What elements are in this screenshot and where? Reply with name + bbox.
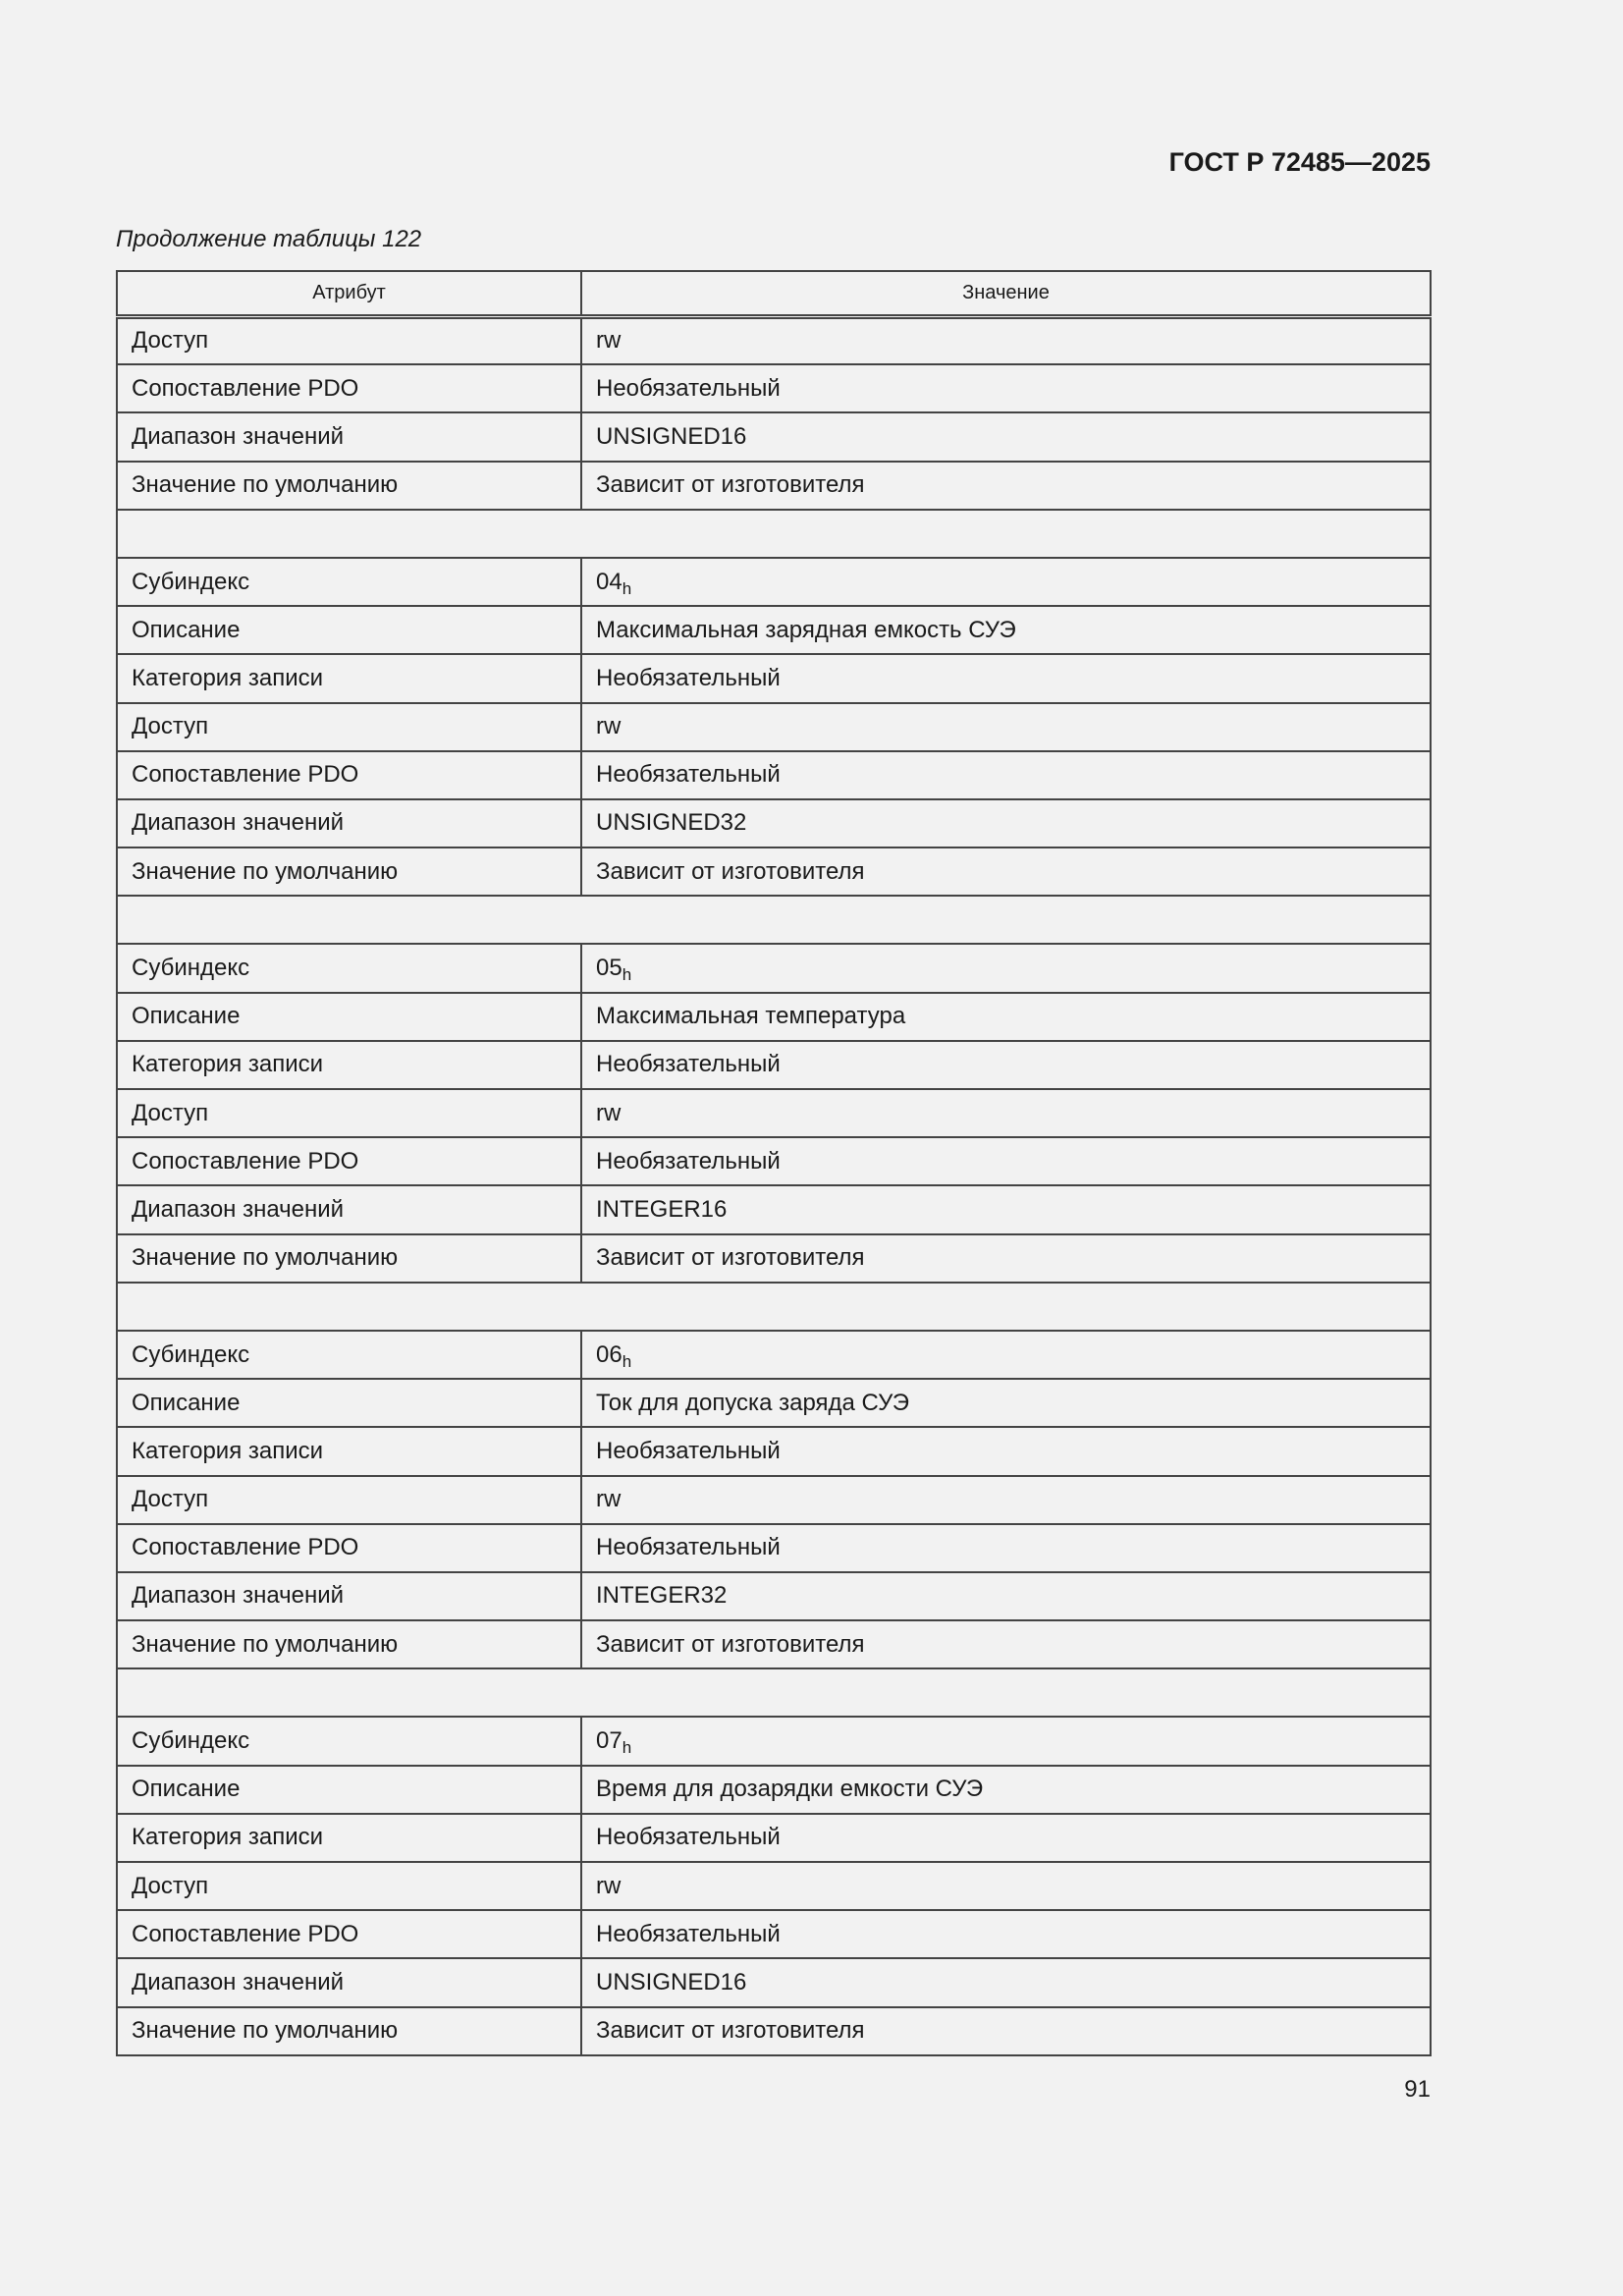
attribute-cell: Значение по умолчанию bbox=[117, 1620, 581, 1668]
table-row bbox=[117, 1476, 1431, 1524]
value-text: Ток для допуска заряда СУЭ bbox=[596, 1389, 910, 1416]
attribute-cell: Субиндекс bbox=[117, 558, 581, 606]
value-text: Необязательный bbox=[596, 1147, 781, 1175]
value-text: Необязательный bbox=[596, 761, 781, 789]
group-separator-row bbox=[117, 1283, 1431, 1331]
group-separator-row bbox=[117, 1668, 1431, 1717]
attribute-cell: Диапазон значений bbox=[117, 1958, 581, 2006]
value-text: INTEGER32 bbox=[596, 1582, 728, 1610]
table-header-row bbox=[117, 271, 1431, 316]
table-row bbox=[117, 993, 1431, 1041]
attribute-cell: Значение по умолчанию bbox=[117, 2007, 581, 2055]
table-row bbox=[117, 412, 1431, 461]
value-text: rw bbox=[596, 1486, 622, 1513]
attribute-cell: Сопоставление PDO bbox=[117, 364, 581, 412]
attribute-cell: Сопоставление PDO bbox=[117, 1524, 581, 1572]
value-cell bbox=[581, 2007, 1431, 2055]
value-cell bbox=[581, 751, 1431, 799]
hex-suffix: h bbox=[622, 965, 632, 985]
value-cell bbox=[581, 606, 1431, 654]
attribute-cell: Диапазон значений bbox=[117, 799, 581, 847]
table-row bbox=[117, 1089, 1431, 1137]
table-row bbox=[117, 1814, 1431, 1862]
value-cell bbox=[581, 944, 1431, 992]
table-row bbox=[117, 1717, 1431, 1765]
value-text: Зависит от изготовителя bbox=[596, 1630, 865, 1658]
group-separator-cell bbox=[117, 896, 1431, 944]
value-text: 04 bbox=[596, 568, 622, 595]
value-cell bbox=[581, 558, 1431, 606]
value-text: 07 bbox=[596, 1727, 622, 1755]
table-row bbox=[117, 1041, 1431, 1089]
attribute-cell: Сопоставление PDO bbox=[117, 751, 581, 799]
value-text: rw bbox=[596, 327, 622, 355]
attribute-cell: Диапазон значений bbox=[117, 1572, 581, 1620]
group-separator-row bbox=[117, 896, 1431, 944]
value-cell bbox=[581, 1427, 1431, 1475]
attribute-cell: Описание bbox=[117, 606, 581, 654]
value-text: UNSIGNED16 bbox=[596, 1968, 747, 1995]
value-cell bbox=[581, 1766, 1431, 1814]
value-text: rw bbox=[596, 1872, 622, 1899]
attribute-cell: Описание bbox=[117, 993, 581, 1041]
table-row bbox=[117, 799, 1431, 847]
attribute-cell: Доступ bbox=[117, 1476, 581, 1524]
value-cell bbox=[581, 1524, 1431, 1572]
value-text: Необязательный bbox=[596, 664, 781, 691]
value-cell bbox=[581, 1185, 1431, 1233]
value-text: Необязательный bbox=[596, 1051, 781, 1078]
hex-suffix: h bbox=[622, 1351, 632, 1371]
value-cell bbox=[581, 1814, 1431, 1862]
value-text: Зависит от изготовителя bbox=[596, 471, 865, 499]
value-text: Максимальная зарядная емкость СУЭ bbox=[596, 616, 1016, 643]
table-row bbox=[117, 1234, 1431, 1283]
value-text: 05 bbox=[596, 955, 622, 982]
attribute-cell: Категория записи bbox=[117, 1814, 581, 1862]
value-cell bbox=[581, 799, 1431, 847]
attribute-cell: Категория записи bbox=[117, 1427, 581, 1475]
value-text: Необязательный bbox=[596, 1920, 781, 1947]
table-caption: Продолжение таблицы 122 bbox=[116, 226, 422, 252]
value-cell bbox=[581, 703, 1431, 751]
value-cell bbox=[581, 1620, 1431, 1668]
attribute-table bbox=[116, 270, 1432, 2056]
attribute-cell: Категория записи bbox=[117, 654, 581, 702]
table-row bbox=[117, 1910, 1431, 1958]
table-row bbox=[117, 703, 1431, 751]
value-cell bbox=[581, 654, 1431, 702]
value-cell bbox=[581, 364, 1431, 412]
attribute-cell: Описание bbox=[117, 1379, 581, 1427]
document-code: ГОСТ Р 72485—2025 bbox=[1168, 147, 1431, 177]
attribute-cell: Доступ bbox=[117, 316, 581, 364]
value-cell bbox=[581, 1862, 1431, 1910]
value-cell bbox=[581, 1910, 1431, 1958]
table-row bbox=[117, 1766, 1431, 1814]
table-row bbox=[117, 462, 1431, 510]
value-cell bbox=[581, 1089, 1431, 1137]
group-separator-cell bbox=[117, 1283, 1431, 1331]
value-cell bbox=[581, 1379, 1431, 1427]
value-cell bbox=[581, 993, 1431, 1041]
value-cell bbox=[581, 1572, 1431, 1620]
table-row bbox=[117, 1427, 1431, 1475]
attribute-cell: Сопоставление PDO bbox=[117, 1137, 581, 1185]
value-text: rw bbox=[596, 713, 622, 740]
table-row bbox=[117, 1620, 1431, 1668]
table-row bbox=[117, 1331, 1431, 1379]
table-row bbox=[117, 1524, 1431, 1572]
hex-suffix: h bbox=[622, 578, 632, 598]
value-cell bbox=[581, 1958, 1431, 2006]
attribute-cell: Значение по умолчанию bbox=[117, 847, 581, 896]
value-text: Необязательный bbox=[596, 374, 781, 402]
table-row bbox=[117, 1379, 1431, 1427]
table-row bbox=[117, 751, 1431, 799]
value-text: Зависит от изготовителя bbox=[596, 2017, 865, 2045]
value-text: UNSIGNED32 bbox=[596, 809, 747, 837]
attribute-cell: Субиндекс bbox=[117, 944, 581, 992]
attribute-cell: Диапазон значений bbox=[117, 412, 581, 461]
table-body bbox=[117, 316, 1431, 2055]
column-header-attribute: Атрибут bbox=[117, 271, 581, 316]
value-cell bbox=[581, 316, 1431, 364]
table-row bbox=[117, 364, 1431, 412]
attribute-cell: Субиндекс bbox=[117, 1717, 581, 1765]
page-number: 91 bbox=[1404, 2076, 1431, 2103]
attribute-cell: Доступ bbox=[117, 703, 581, 751]
table-row bbox=[117, 316, 1431, 364]
value-text: Необязательный bbox=[596, 1824, 781, 1851]
value-text: Необязательный bbox=[596, 1437, 781, 1464]
attribute-cell: Диапазон значений bbox=[117, 1185, 581, 1233]
value-text: Зависит от изготовителя bbox=[596, 1244, 865, 1272]
table-row bbox=[117, 606, 1431, 654]
attribute-cell: Сопоставление PDO bbox=[117, 1910, 581, 1958]
attribute-cell: Описание bbox=[117, 1766, 581, 1814]
table-row bbox=[117, 558, 1431, 606]
table-row bbox=[117, 2007, 1431, 2055]
group-separator-cell bbox=[117, 510, 1431, 558]
value-text: rw bbox=[596, 1099, 622, 1126]
attribute-cell: Категория записи bbox=[117, 1041, 581, 1089]
value-text: 06 bbox=[596, 1340, 622, 1368]
table-row bbox=[117, 654, 1431, 702]
group-separator-cell bbox=[117, 1668, 1431, 1717]
value-cell bbox=[581, 462, 1431, 510]
table-row bbox=[117, 1958, 1431, 2006]
value-cell bbox=[581, 1137, 1431, 1185]
attribute-cell: Субиндекс bbox=[117, 1331, 581, 1379]
value-cell bbox=[581, 1041, 1431, 1089]
table-row bbox=[117, 944, 1431, 992]
attribute-cell: Значение по умолчанию bbox=[117, 462, 581, 510]
value-text: Максимальная температура bbox=[596, 1003, 906, 1030]
value-text: Зависит от изготовителя bbox=[596, 857, 865, 885]
table-row bbox=[117, 1137, 1431, 1185]
value-cell bbox=[581, 1717, 1431, 1765]
table-row bbox=[117, 847, 1431, 896]
value-cell bbox=[581, 847, 1431, 896]
table-row bbox=[117, 1572, 1431, 1620]
value-text: UNSIGNED16 bbox=[596, 422, 747, 450]
value-text: INTEGER16 bbox=[596, 1195, 728, 1223]
value-cell bbox=[581, 1476, 1431, 1524]
value-cell bbox=[581, 412, 1431, 461]
value-cell bbox=[581, 1234, 1431, 1283]
group-separator-row bbox=[117, 510, 1431, 558]
column-header-value: Значение bbox=[581, 271, 1431, 316]
attribute-cell: Значение по умолчанию bbox=[117, 1234, 581, 1283]
table-row bbox=[117, 1862, 1431, 1910]
value-text: Время для дозарядки емкости СУЭ bbox=[596, 1776, 984, 1803]
attribute-cell: Доступ bbox=[117, 1089, 581, 1137]
value-cell bbox=[581, 1331, 1431, 1379]
table-row bbox=[117, 1185, 1431, 1233]
hex-suffix: h bbox=[622, 1738, 632, 1758]
value-text: Необязательный bbox=[596, 1534, 781, 1561]
attribute-cell: Доступ bbox=[117, 1862, 581, 1910]
